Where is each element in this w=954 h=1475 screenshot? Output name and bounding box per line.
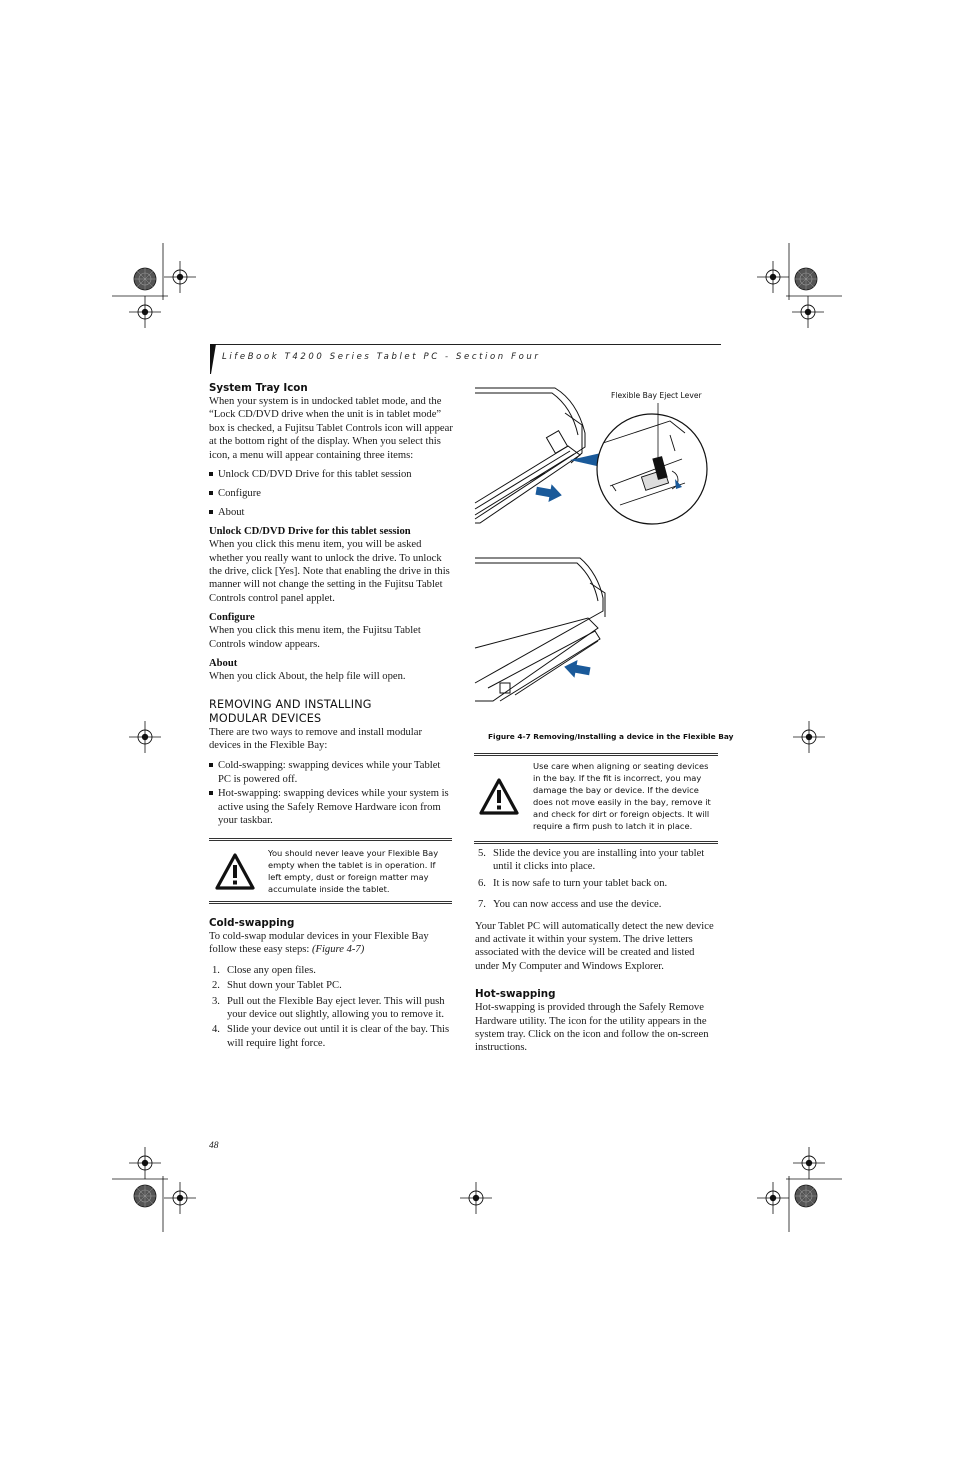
about-body: When you click About, the help file will open.	[209, 671, 406, 683]
star-target-mark	[134, 268, 156, 290]
cold-swap-steps	[209, 964, 453, 1050]
removing-heading: REMOVING AND INSTALLING MODULAR DEVICES	[209, 697, 372, 725]
caution-text: You should never leave your Flexible Bay empty when the tablet is in operation. If left empty, dust or foreign matter may accumulate inside the tablet.	[268, 848, 439, 894]
install-steps	[475, 847, 721, 912]
list-item: 3. Pull out the Flexible Bay eject lever. This will push your device out slightly, allowing you to remove it.	[212, 995, 445, 1021]
unlock-heading: Unlock CD/DVD Drive for this tablet session	[209, 526, 411, 538]
caution-text: Use care when aligning or seating devices in the bay. If the fit is incorrect, you may damage the bay or device. If the device does not move easily in the bay, remove it and check for dirt or foreign objects. It will require a firm push to latch it in place.	[533, 761, 711, 831]
system-tray-heading: System Tray Icon	[209, 382, 308, 394]
configure-body: When you click this menu item, the Fujitsu Tablet Controls window appears.	[209, 625, 421, 650]
warning-icon	[479, 778, 519, 816]
star-target-mark	[795, 1185, 817, 1207]
registration-mark	[129, 296, 161, 328]
ways-list	[209, 759, 453, 827]
list-item: Configure	[209, 487, 453, 500]
registration-mark	[792, 296, 824, 328]
warning-icon	[215, 853, 255, 891]
removing-body: There are two ways to remove and install modular devices in the Flexible Bay:	[209, 726, 422, 751]
registration-mark	[757, 261, 789, 293]
header-tick	[210, 344, 216, 374]
list-item: 4. Slide your device out until it is clear of the bay. This will require light force.	[212, 1024, 450, 1049]
registration-mark	[757, 1182, 789, 1214]
laptop-installing-illustration	[475, 558, 605, 701]
cold-swapping-heading: Cold-swapping	[209, 917, 295, 929]
bullet-icon	[209, 491, 213, 495]
bullet-icon	[209, 510, 213, 514]
zoom-circle	[597, 414, 707, 524]
caution-box	[474, 753, 718, 844]
unlock-body: When you click this menu item, you will be asked whether you really want to unlock the drive. To unlock the drive, click [Yes]. Note that enabling the drive in this manner will not change the setting in the Fujitsu Tablet Controls control panel applet.	[209, 539, 450, 604]
list-item: 2. Shut down your Tablet PC.	[212, 980, 342, 992]
callout-label: Flexible Bay Eject Lever	[611, 391, 702, 400]
figure-flexible-bay	[470, 383, 720, 728]
list-item: 5. Slide the device you are installing into your tablet until it clicks into place.	[478, 848, 705, 873]
star-target-mark	[795, 268, 817, 290]
star-target-mark	[134, 1185, 156, 1207]
registration-mark	[164, 261, 196, 293]
detect-body: Your Tablet PC will automatically detect the new device and activate it within your system. The drive letters associated with the device will be created and listed under My Computer and Windows Explorer.	[475, 920, 714, 972]
system-tray-body: When your system is in undocked tablet mode, and the “Lock CD/DVD drive when the unit is in tablet mode” box is checked, a Fujitsu Tablet Controls icon will appear at the bottom right of the display. When you select this icon, a menu will appear containing three items:	[209, 396, 453, 461]
registration-mark	[129, 721, 161, 753]
list-item: Unlock CD/DVD Drive for this tablet session	[209, 468, 453, 481]
hot-swapping-heading: Hot-swapping	[475, 988, 556, 1001]
registration-mark	[793, 1147, 825, 1179]
page-number: 48	[209, 1141, 219, 1151]
figure-caption: Figure 4-7 Removing/Installing a device in the Flexible Bay	[488, 732, 734, 741]
about-heading: About	[209, 658, 238, 670]
header-rule	[210, 344, 721, 345]
cold-swapping-section	[209, 916, 453, 1050]
caution-box	[209, 838, 452, 904]
list-item: About	[209, 506, 453, 519]
cold-swapping-body: To cold-swap modular devices in your Flexible Bay follow these easy steps: (Figure 4-7)	[209, 931, 429, 956]
right-column	[475, 847, 721, 1055]
left-column	[209, 381, 453, 827]
bullet-icon	[209, 763, 213, 767]
hot-swapping-body: Hot-swapping is provided through the Safely Remove Hardware utility. The icon for the utility appears in the system tray. Click on the icon and follow the on-screen instructions.	[475, 1002, 709, 1054]
bullet-icon	[209, 472, 213, 476]
menu-items-list	[209, 468, 453, 519]
list-item: 7. You can now access and use the device.	[478, 899, 662, 911]
laptop-removing-illustration	[475, 388, 585, 523]
list-item: Cold-swapping: swapping devices while your Tablet PC is powered off.	[209, 759, 453, 786]
list-item: Hot-swapping: swapping devices while your system is active using the Safely Remove Hardware icon from your taskbar.	[209, 787, 453, 827]
arrow-out-icon	[535, 482, 564, 504]
figure-reference: (Figure 4-7)	[311, 944, 365, 956]
registration-mark	[793, 721, 825, 753]
running-header: LifeBook T4200 Series Tablet PC - Section Four	[222, 352, 541, 362]
list-item: 1. Close any open files.	[212, 964, 316, 976]
list-item: 6. It is now safe to turn your tablet back on.	[478, 877, 668, 889]
registration-mark	[129, 1147, 161, 1179]
registration-mark	[164, 1182, 196, 1214]
bullet-icon	[209, 791, 213, 795]
registration-mark	[460, 1182, 492, 1214]
configure-heading: Configure	[209, 612, 255, 624]
